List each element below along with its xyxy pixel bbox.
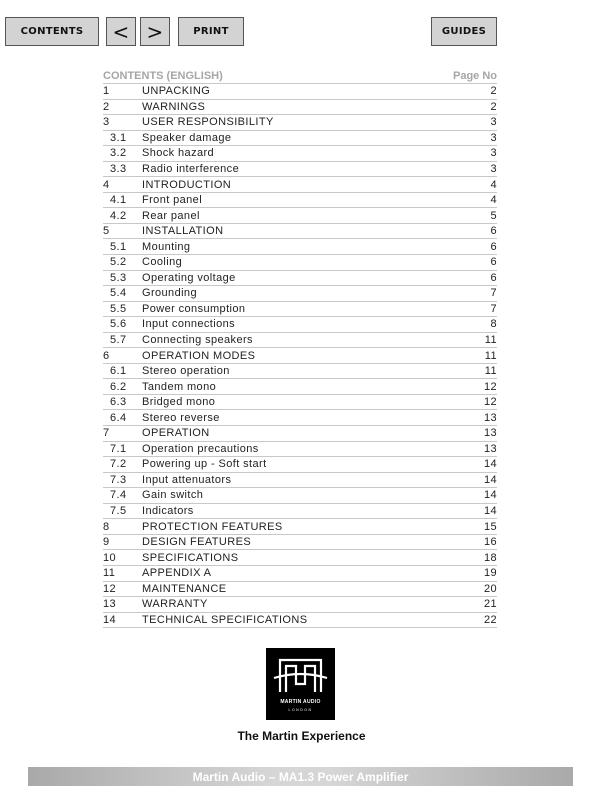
toc-header [103, 68, 497, 84]
toc-entry-number: 6 [103, 349, 110, 362]
toc-entry-page: 3 [490, 163, 497, 175]
toc-entry[interactable] [103, 146, 497, 162]
toc-entry-page: 3 [490, 116, 497, 129]
table-of-contents [103, 68, 497, 628]
toc-entry-number: 5.1 [110, 240, 127, 253]
toc-entry[interactable] [103, 208, 497, 224]
toc-entry-number: 5.6 [110, 318, 127, 331]
toc-entry[interactable] [103, 535, 497, 551]
toc-entry[interactable] [103, 317, 497, 333]
toc-entry-number: 6.2 [110, 380, 127, 393]
toc-entry-page: 6 [490, 271, 497, 284]
toc-entry-page: 16 [483, 536, 497, 549]
tagline: The Martin Experience [237, 729, 366, 743]
toc-entry-title: WARNINGS [142, 100, 206, 113]
toc-entry-number: 11 [103, 567, 116, 580]
toc-entry-number: 5.5 [110, 302, 127, 315]
toc-entry-page: 2 [490, 100, 497, 113]
toc-entry-title: Mounting [142, 240, 191, 253]
toc-entry-page: 13 [483, 442, 497, 455]
toc-heading: CONTENTS (ENGLISH) [103, 69, 223, 82]
toc-entry[interactable] [103, 84, 497, 100]
toc-entry-number: 5.3 [110, 271, 127, 284]
logo-brand-text: MARTIN AUDIO [280, 699, 321, 705]
toc-entry[interactable] [103, 504, 497, 520]
toc-entry-page: 7 [490, 302, 497, 315]
toc-entry[interactable] [103, 379, 497, 395]
toc-entry-title: Shock hazard [142, 147, 215, 160]
toc-entry-title: OPERATION MODES [142, 349, 256, 362]
toc-entry-page: 15 [483, 520, 497, 533]
toc-entry-number: 1 [103, 85, 110, 98]
toc-entry-number: 3.1 [110, 131, 127, 144]
toc-entry-number: 14 [103, 613, 117, 626]
toc-entry[interactable] [103, 333, 497, 349]
toc-entry-page: 4 [490, 178, 497, 191]
toc-entry[interactable] [103, 286, 497, 302]
toc-entry-number: 3 [103, 116, 110, 129]
footer-bar: Martin Audio – MA1.3 Power Amplifier [28, 767, 573, 786]
toc-entry-title: APPENDIX A [142, 567, 212, 580]
toc-entry-title: Operating voltage [142, 271, 236, 284]
toc-entry[interactable] [103, 224, 497, 240]
toc-entry-title: PROTECTION FEATURES [142, 520, 283, 533]
toc-entry-title: Speaker damage [142, 131, 232, 144]
toc-entry-title: Tandem mono [142, 380, 217, 393]
toc-entry-title: UNPACKING [142, 85, 211, 98]
toc-entry-title: Input connections [142, 318, 236, 331]
toc-entry-page: 6 [490, 225, 497, 238]
toc-entry[interactable] [103, 255, 497, 271]
toc-entry-number: 9 [103, 536, 110, 549]
toc-entry-title: Stereo reverse [142, 411, 220, 424]
toc-entry-page: 18 [483, 551, 497, 564]
toc-entry-page: 6 [490, 256, 497, 269]
toc-entry-title: INSTALLATION [142, 225, 224, 238]
toc-entry-number: 4.2 [110, 209, 127, 222]
toc-entry-page: 21 [483, 598, 497, 611]
toc-entry-number: 5.7 [110, 334, 127, 347]
toc-entry[interactable] [103, 177, 497, 193]
logo-city-text: LONDON [288, 708, 313, 712]
toc-entry-title: Indicators [142, 505, 194, 518]
toc-entry-title: TECHNICAL SPECIFICATIONS [142, 613, 308, 626]
toc-entry-page: 13 [483, 427, 497, 440]
toc-entry-page: 12 [483, 396, 497, 409]
toc-entry[interactable] [103, 162, 497, 178]
toc-entry-number: 6.3 [110, 396, 127, 409]
toc-entry-page: 11 [484, 334, 497, 347]
toc-entry-number: 5.2 [110, 256, 127, 269]
toc-entry-number: 7.4 [110, 489, 127, 502]
toc-entry[interactable] [103, 193, 497, 209]
martin-audio-logo [266, 648, 335, 720]
toc-entry-number: 4 [103, 178, 110, 191]
toc-entry-page: 14 [483, 505, 497, 518]
toc-entry[interactable] [103, 457, 497, 473]
toc-entry-number: 7 [103, 427, 110, 440]
toc-entry-title: Input attenuators [142, 473, 232, 486]
toc-entry[interactable] [103, 550, 497, 566]
toc-entry-number: 5 [103, 225, 110, 238]
toc-entry-title: INTRODUCTION [142, 178, 232, 191]
toc-entry-number: 6.4 [110, 411, 127, 424]
toc-entry-number: 7.2 [110, 458, 127, 471]
toc-entry-page: 14 [483, 489, 497, 502]
toc-entry-title: Grounding [142, 287, 197, 300]
toc-entry-title: OPERATION [142, 427, 210, 440]
toc-entry[interactable] [103, 410, 497, 426]
toc-entry-number: 12 [103, 582, 117, 595]
toc-entry-number: 5.4 [110, 287, 127, 300]
toc-entry[interactable] [103, 395, 497, 411]
toc-entry-title: Front panel [142, 194, 203, 207]
toc-entry-page: 4 [490, 194, 497, 207]
page-number-heading: Page No [452, 69, 497, 82]
toc-entry-list [103, 84, 497, 628]
toc-entry-number: 7.3 [110, 473, 127, 486]
toc-entry-title: Power consumption [142, 302, 246, 315]
toc-entry-page: 8 [490, 318, 497, 331]
toc-entry-number: 6.1 [110, 365, 127, 378]
toc-entry[interactable] [103, 302, 497, 318]
toc-entry-number: 7.5 [110, 505, 127, 518]
toc-entry-number: 13 [103, 598, 117, 611]
toc-entry-number: 3.2 [110, 147, 127, 160]
toc-entry-page: 12 [483, 380, 497, 393]
toc-entry[interactable] [103, 271, 497, 287]
toc-entry-number: 3.3 [110, 163, 127, 175]
toc-entry[interactable] [103, 131, 497, 147]
toc-entry-page: 5 [490, 209, 497, 222]
toc-entry-page: 7 [490, 287, 497, 300]
toc-entry-title: WARRANTY [142, 598, 208, 611]
toc-entry-title: Operation precautions [142, 442, 259, 455]
toc-entry-page: 19 [483, 567, 497, 580]
toc-entry-page: 3 [490, 131, 497, 144]
toc-entry[interactable] [103, 488, 497, 504]
toc-entry-page: 3 [490, 147, 497, 160]
next-page-button[interactable]: > [140, 17, 170, 46]
toc-entry-title: USER RESPONSIBILITY [142, 116, 274, 129]
toc-entry-title: MAINTENANCE [142, 582, 227, 595]
toc-entry-page: 14 [483, 458, 497, 471]
toc-entry-title: Connecting speakers [142, 334, 253, 347]
toc-entry[interactable] [103, 566, 497, 582]
contents-button[interactable]: CONTENTS [5, 17, 99, 46]
toc-entry-title: Bridged mono [142, 396, 216, 409]
toc-entry[interactable] [103, 597, 497, 613]
guides-button[interactable]: GUIDES [431, 17, 497, 46]
toc-entry[interactable] [103, 348, 497, 364]
toc-entry-page: 11 [484, 349, 497, 362]
toc-entry[interactable] [103, 582, 497, 598]
toc-entry[interactable] [103, 115, 497, 131]
toc-entry-page: 14 [483, 473, 497, 486]
toc-entry[interactable] [103, 426, 497, 442]
toc-entry-page: 20 [483, 582, 497, 595]
toc-entry-title: DESIGN FEATURES [142, 536, 252, 549]
toc-entry[interactable] [103, 613, 497, 629]
toc-entry-title: SPECIFICATIONS [142, 551, 239, 564]
toc-entry[interactable] [103, 473, 497, 489]
toc-entry-page: 11 [484, 365, 497, 378]
toc-entry-page: 13 [483, 411, 497, 424]
toc-entry-title: Radio interference [142, 163, 240, 175]
toc-entry-page: 6 [490, 240, 497, 253]
toc-entry[interactable] [103, 519, 497, 535]
toc-entry-title: Stereo operation [142, 365, 230, 378]
toc-entry-title: Powering up - Soft start [142, 458, 267, 471]
previous-page-button[interactable]: < [106, 17, 136, 46]
toc-entry-page: 22 [483, 613, 497, 626]
toc-entry-number: 7.1 [110, 442, 127, 455]
toc-entry-number: 8 [103, 520, 110, 533]
toc-entry-title: Cooling [142, 256, 183, 269]
toc-entry[interactable] [103, 442, 497, 458]
toc-entry-title: Gain switch [142, 489, 204, 502]
toc-entry[interactable] [103, 364, 497, 380]
toc-entry[interactable] [103, 100, 497, 116]
print-button[interactable]: PRINT [178, 17, 244, 46]
toc-entry-number: 10 [103, 551, 117, 564]
toc-entry-title: Rear panel [142, 209, 200, 222]
toc-entry-page: 2 [490, 85, 497, 98]
toc-entry-number: 2 [103, 100, 110, 113]
toc-entry-number: 4.1 [110, 194, 127, 207]
toc-entry[interactable] [103, 239, 497, 255]
